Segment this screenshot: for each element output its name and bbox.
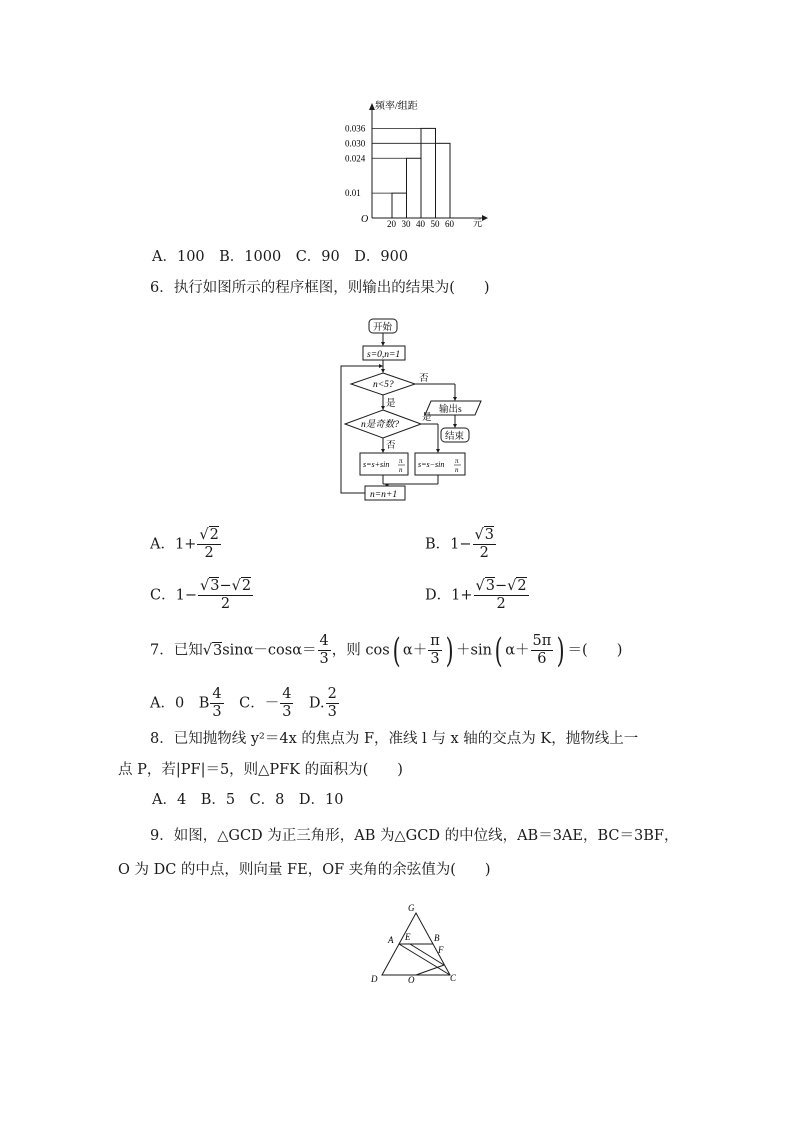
histogram-bar — [407, 158, 422, 218]
svg-text:n: n — [455, 466, 459, 474]
q9-stem-line2: O 为 DC 的中点，则向量 FE，OF 夹角的余弦值为( ) — [118, 862, 491, 878]
q6-stem: 6．执行如图所示的程序框图，则输出的结果为( ) — [150, 280, 490, 296]
histogram-bar — [421, 128, 436, 218]
label-e: E — [405, 932, 411, 942]
output-label: 输出s — [439, 405, 462, 415]
y-tick-label: 0.036 — [345, 123, 366, 134]
x-tick-label: 60 — [445, 219, 454, 229]
q6-option-b[interactable]: B．1− $\frac{√3}{2}$ — [425, 527, 495, 561]
y-axis-label: 频率/组距 — [375, 101, 418, 112]
y-tick-label: 0.01 — [345, 188, 361, 199]
origin-label: O — [361, 214, 369, 225]
svg-text:π: π — [399, 457, 403, 465]
triangle-diagram — [368, 903, 468, 985]
q6-option-c[interactable]: C．1− $\frac{√3-√2}{2}$ — [150, 578, 252, 612]
label-g: G — [408, 903, 415, 913]
label-d: D — [371, 974, 378, 984]
cond1-yes-label: 是 — [386, 399, 396, 409]
y-tick-label: 0.024 — [345, 153, 366, 164]
label-f: F — [438, 945, 444, 955]
q6-option-a[interactable]: A．1+ $\frac{√2}{2}$ — [150, 527, 219, 561]
q8-stem-line2: 点 P，若|PF|＝5，则△PFK 的面积为( ) — [118, 762, 403, 778]
q7-stem: 7．已知√3sinα－cosα＝ $\frac{4}{3}$ ，则 cos( α＋ $\frac{\pi}{3}$ ) ＋sin( α＋ $\frac{5\pi}{6}$ ) ＝( ) — [150, 630, 623, 671]
q8-stem-line1: 8．已知抛物线 y²＝4x 的焦点为 F，准线 l 与 x 轴的交点为 K，抛物线上一 — [150, 731, 639, 747]
label-a: A — [388, 935, 394, 945]
increment-label: n=n+1 — [370, 490, 398, 500]
label-c: C — [450, 973, 457, 983]
q6-option-d[interactable]: D．1+ $\frac{√3-√2}{2}$ — [425, 578, 527, 612]
sub-sin-label: s=s−sin — [418, 460, 445, 469]
svg-text:π: π — [455, 457, 459, 465]
label-o: O — [408, 975, 415, 985]
x-axis-arrow — [482, 215, 488, 221]
q9-stem-line1: 9．如图，△GCD 为正三角形，AB 为△GCD 的中位线，AB＝3AE，BC＝3BF， — [150, 828, 679, 844]
init-label: s=0,n=1 — [367, 350, 401, 360]
condition1-label: n<5? — [373, 380, 394, 390]
x-tick-label: 50 — [430, 219, 440, 229]
histogram-chart — [345, 98, 495, 230]
cond2-yes-label: 是 — [422, 413, 432, 423]
y-tick-label: 0.030 — [345, 138, 366, 149]
condition2-label: n是奇数? — [361, 420, 400, 430]
histogram-bar — [392, 193, 407, 218]
x-axis-label: 元 — [473, 218, 483, 228]
cond2-no-label: 否 — [386, 441, 396, 451]
x-tick-label: 20 — [387, 219, 396, 229]
segment-of — [416, 965, 444, 975]
q7-options: A．0 B $\frac{4}{3}$ C．－ $\frac{4}{3}$ D. $\frac{2}{3}$ — [150, 686, 337, 720]
label-b: B — [434, 933, 440, 943]
cond1-no-label: 否 — [419, 374, 429, 384]
q5-options: A．100 B．1000 C．90 D．900 — [152, 249, 409, 265]
x-tick-label: 30 — [401, 219, 411, 229]
x-tick-label: 40 — [416, 219, 425, 229]
svg-text:n: n — [399, 466, 403, 474]
flowchart-diagram — [335, 314, 485, 504]
start-label: 开始 — [373, 323, 393, 333]
end-label: 结束 — [445, 432, 465, 442]
histogram-bar — [436, 143, 451, 218]
add-sin-label: s=s+sin — [363, 460, 390, 469]
q8-options: A．4 B．5 C．8 D．10 — [152, 792, 344, 808]
